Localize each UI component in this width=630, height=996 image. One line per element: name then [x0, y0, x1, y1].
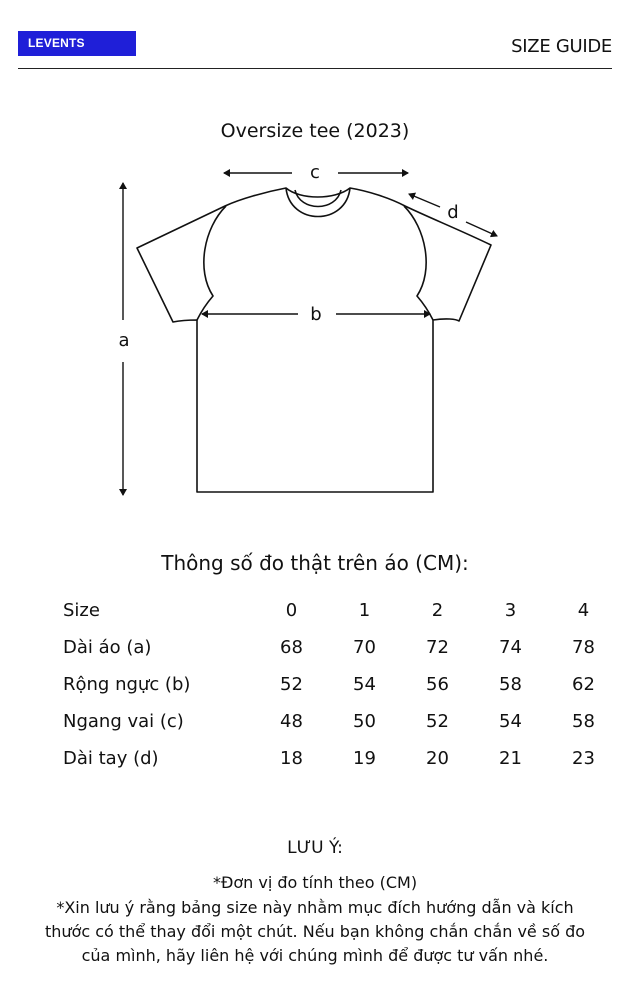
table-cell: 62: [572, 674, 595, 695]
table-cell: 78: [572, 637, 595, 658]
note-line: *Đơn vị đo tính theo (CM): [212, 873, 418, 892]
table-row: [50, 629, 620, 666]
table-cell: 52: [426, 711, 449, 732]
table-cell: 23: [572, 748, 595, 769]
size-header-row: [50, 592, 620, 629]
table-cell: 19: [353, 748, 376, 769]
table-cell: 54: [353, 674, 376, 695]
size-header-cell: 3: [504, 600, 517, 621]
table-cell: 21: [499, 748, 522, 769]
table-cell: 18: [280, 748, 303, 769]
size-header-cell: 1: [358, 600, 371, 621]
size-header-cell: 0: [285, 600, 298, 621]
table-cell: 56: [426, 674, 449, 695]
label-d: d: [447, 202, 459, 223]
measure-d-upper: [409, 194, 440, 207]
table-cell: 50: [353, 711, 376, 732]
table-cell: 54: [499, 711, 522, 732]
header-divider: [18, 68, 612, 69]
brand-logo: LEVENTS: [18, 31, 136, 56]
page-title: SIZE GUIDE: [511, 36, 612, 57]
product-name: Oversize tee (2023): [220, 120, 410, 142]
size-header-cell: 2: [431, 600, 444, 621]
left-sleeve-seam: [197, 206, 226, 320]
table-row: [50, 666, 620, 703]
size-header-label: Size: [63, 600, 100, 621]
row-label: Ngang vai (c): [63, 711, 184, 732]
table-cell: 58: [499, 674, 522, 695]
table-cell: 68: [280, 637, 303, 658]
note-line: *Xin lưu ý rằng bảng size này nhằm mục đích hướng dẫn và kích: [56, 898, 574, 917]
row-label: Dài tay (d): [63, 748, 159, 769]
table-cell: 52: [280, 674, 303, 695]
note-line: của mình, hãy liên hệ với chúng mình để được tư vấn nhé.: [81, 946, 549, 965]
table-row: [50, 703, 620, 740]
size-header-cell: 4: [577, 600, 590, 621]
table-cell: 20: [426, 748, 449, 769]
tshirt-diagram: [0, 150, 630, 510]
notes-heading: LƯU Ý:: [287, 838, 343, 858]
table-cell: 58: [572, 711, 595, 732]
label-b: b: [310, 304, 322, 325]
tshirt-outline: [137, 188, 491, 492]
row-label: Rộng ngực (b): [63, 674, 191, 695]
table-cell: 72: [426, 637, 449, 658]
measure-d-lower: [466, 222, 497, 236]
table-row: [50, 740, 620, 777]
note-line: thước có thể thay đổi một chút. Nếu bạn không chắn chắn về số đo: [44, 922, 586, 941]
label-a: a: [118, 330, 130, 351]
right-sleeve-seam: [404, 206, 433, 320]
size-table-title: Thông số đo thật trên áo (CM):: [161, 551, 469, 575]
table-cell: 48: [280, 711, 303, 732]
label-c: c: [310, 162, 320, 183]
collar-inner: [295, 190, 341, 207]
table-cell: 70: [353, 637, 376, 658]
table-cell: 74: [499, 637, 522, 658]
row-label: Dài áo (a): [63, 637, 152, 658]
size-table: [50, 592, 620, 777]
